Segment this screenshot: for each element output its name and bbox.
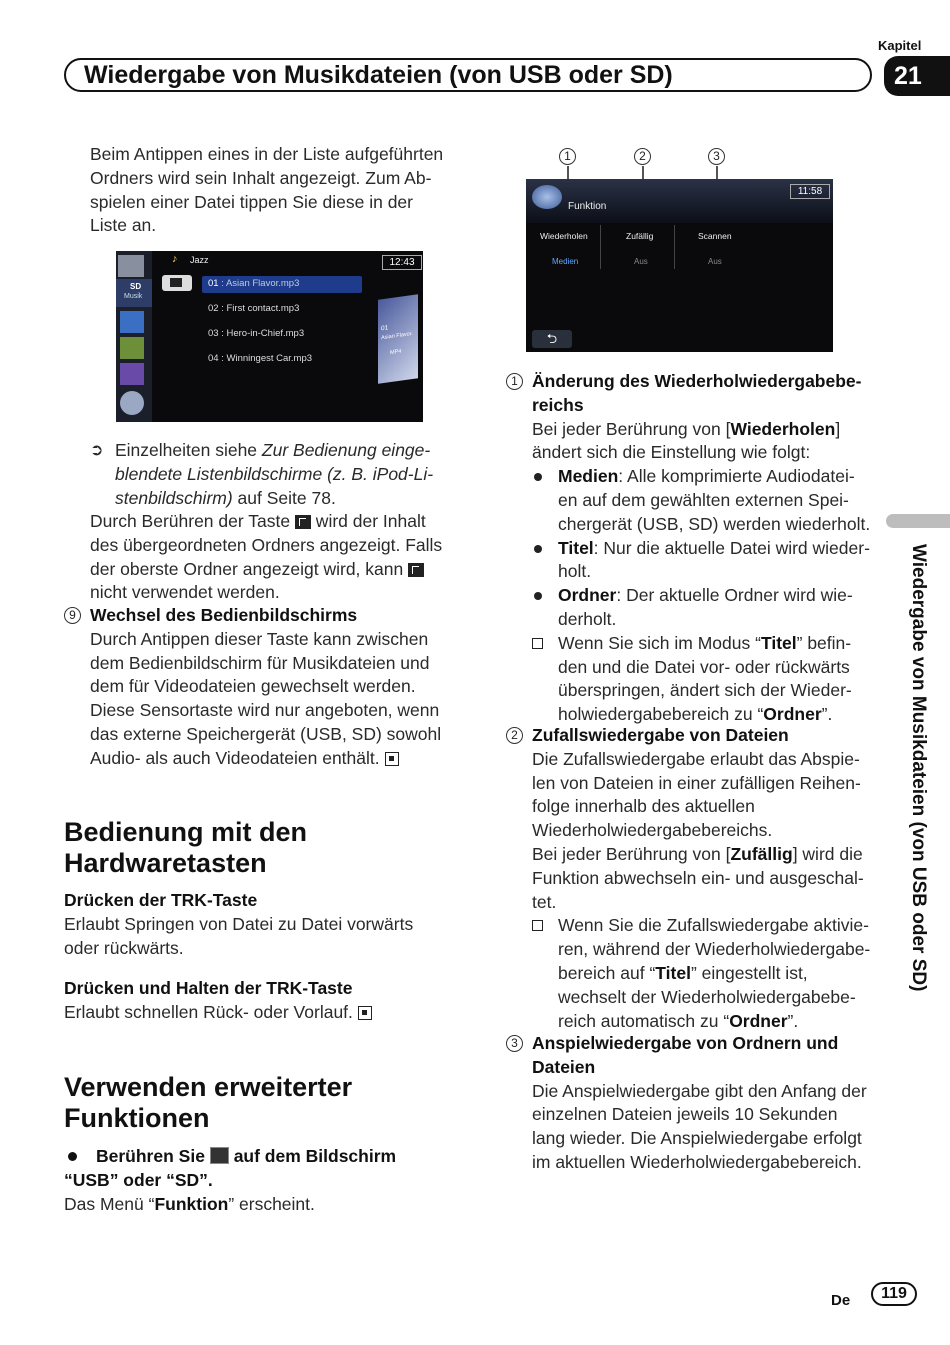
note-checkbox-icon [532,920,543,931]
text-line: dem Bedienbildschirm für Musikdateien und [90,652,430,673]
track-name: : First contact.mp3 [221,303,300,314]
text-line: das externe Speichergerät (USB, SD) sowohl [90,723,442,744]
repeat-label: Wiederholen [540,231,588,241]
trk-press [64,889,464,960]
music-list-screenshot [116,251,423,422]
track-row[interactable] [208,353,312,364]
shuffle-label: Zufällig [626,231,654,241]
item-title: reichs [532,394,584,415]
shuffle-button[interactable] [606,225,675,269]
chapter-number: 21 [894,62,922,90]
text: Bei jeder Berührung von [ [532,418,731,439]
back-arrow-icon: ⮌ [546,331,558,346]
intro-paragraph [90,143,460,238]
bullet-dot [534,592,542,600]
step-text: “USB” oder “SD”. [64,1169,213,1190]
clock: 11:58 [790,184,830,199]
item-title: Änderung des Wiederholwiedergabebe- [532,371,862,391]
text-line: spielen einer Datei tippen Sie diese in der [90,191,413,212]
scan-value: Aus [708,257,722,266]
page-title: Wiedergabe von Musikdateien (von USB oder SD) [84,61,673,89]
result-text: ” erscheint. [228,1193,315,1214]
music-note-icon: ♪ [172,253,178,265]
am-source-icon [120,363,144,385]
scan-button[interactable] [680,225,748,269]
text-line: Durch Antippen dieser Taste kann zwischen [90,628,429,649]
arrow-icon: ➲ [90,442,104,459]
item-title: Wechsel des Bedienbildschirms [90,605,358,625]
text-line: oder rückwärts. [64,937,184,958]
text-line: wechselt der Wiederholwiedergabebe- [558,986,856,1007]
bluetooth-source-icon [120,311,144,333]
item-title: Dateien [532,1056,596,1077]
step-text: auf dem Bildschirm [233,1146,397,1166]
sub-heading: Drücken und Halten der TRK-Taste [64,978,353,998]
step-1 [64,1145,464,1216]
text: ” befin- [796,632,852,653]
text: : Nur die aktuelle Datei wird wieder- [593,537,870,558]
text-line: ändert sich die Einstellung wie folgt: [532,442,811,463]
note-checkbox-icon [532,638,543,649]
sd-source-tab [116,279,152,307]
fm-source-icon [120,337,144,359]
result-text: Das Menü “ [64,1193,155,1214]
text-line: nicht verwendet werden. [90,582,280,603]
term: Titel [655,962,691,983]
text-line: Diese Sensortaste wird nur angeboten, wenn [90,700,440,721]
track-number: 02 [208,303,219,314]
text-line: Liste an. [90,215,157,236]
album-art-number: 01 [381,324,389,333]
menu-title: Funktion [568,201,607,212]
callout-marker-1: 1 [559,148,576,165]
text-line: lang wieder. Die Anspielwiedergabe erfolgt [532,1128,862,1149]
track-name: : Winningest Car.mp3 [221,353,313,364]
heading-line: Funktionen [64,1103,210,1133]
text-line: wird der Inhalt [310,511,426,531]
item-2 [532,724,877,1033]
text: bereich auf “ [558,962,656,983]
text: ”. [821,704,833,725]
text: Wenn Sie sich im Modus “ [558,632,761,653]
function-menu-screenshot [526,179,833,352]
text: Bei jeder Berührung von [ [532,843,731,864]
bullet-medien [532,465,877,536]
text: : Alle komprimierte Audiodatei- [618,466,855,487]
end-mark-icon [385,752,399,766]
text: ”. [787,1010,799,1031]
item-title: Zufallswiedergabe von Dateien [532,725,789,745]
text-line: des übergeordneten Ordners angezeigt. Falls [90,534,443,555]
text-line: holt. [558,561,592,582]
track-row[interactable] [208,278,299,289]
section-heading-hardware [64,817,307,879]
track-row[interactable] [208,328,304,339]
language-code: De [831,1292,851,1309]
up-folder-icon [170,278,182,287]
item-1 [532,370,877,727]
track-number: 04 [208,353,219,364]
item-title: Anspielwiedergabe von Ordnern und [532,1033,839,1053]
track-name: : Hero-in-Chief.mp3 [221,328,305,339]
text: : Der aktuelle Ordner wird wie- [616,585,853,606]
ipod-source-icon [118,255,144,277]
note-2 [532,914,877,1033]
term: Zufällig [730,843,793,864]
text-line: Funktion abwechseln ein- und ausgeschal- [532,867,864,888]
text-line: überspringen, ändert sich der Wieder- [558,680,852,701]
bullet-dot [534,545,542,553]
up-folder-button[interactable] [162,275,192,291]
bullet-titel [532,537,877,585]
source-sidebar [116,251,152,422]
item-3 [532,1032,877,1175]
text-line: Die Anspielwiedergabe gibt den Anfang der [532,1080,867,1101]
text-line: Wiederholwiedergabebereichs. [532,820,773,841]
term: Titel [760,632,797,653]
text-line: Beim Antippen eines in der Liste aufgeführten [90,144,444,164]
text: ] wird die [792,843,863,864]
track-row[interactable] [208,303,299,314]
text-line: den und die Datei vor- oder rückwärts [558,656,850,677]
clock: 12:43 [382,255,422,270]
text-line: Durch Berühren der Taste [90,511,291,531]
heading-line: Bedienung mit den [64,817,307,847]
term: Ordner [558,585,617,606]
step-text: Berühren Sie [96,1146,205,1166]
see-suffix: auf Seite 78. [232,487,336,508]
text-line: ren, während der Wiederholwiedergabe- [558,939,871,960]
heading-line: Verwenden erweiterter [64,1072,353,1102]
bullet-ordner [532,584,877,632]
side-title: Wiedergabe von Musikdateien (von USB oder SD) [908,544,929,992]
term: Titel [558,537,594,558]
function-icon [210,1147,229,1164]
text-line: einzelnen Dateien jeweils 10 Sekunden [532,1104,838,1125]
text: ” eingestellt ist, [690,962,808,983]
callout-marker-3: 3 [708,148,725,165]
repeat-value: Medien [552,257,579,266]
text-line: len von Dateien in einer zufälligen Reihen- [532,772,861,793]
text-line: dem für Videodateien gewechselt werden. [90,676,416,697]
marker-9: 9 [64,607,81,624]
text-line: Ordners wird sein Inhalt angezeigt. Zum Ab- [90,167,432,188]
term: Ordner [729,1010,788,1031]
repeat-button[interactable] [532,225,601,269]
text-line: Audio- als auch Videodateien enthält. [90,747,380,768]
shuffle-value: Aus [634,257,648,266]
see-ref: Zur Bedienung einge- [261,440,431,460]
text-line: tet. [532,891,557,912]
up-folder-icon [408,563,424,577]
text-line: derholt. [558,608,617,629]
text-line: chergerät (USB, SD) werden wiederholt. [558,513,871,534]
folder-name: Jazz [190,255,209,265]
back-button[interactable] [532,330,572,348]
album-art-format: MP4 [390,348,402,357]
note-1 [532,632,877,727]
page-number: 119 [871,1282,917,1306]
track-number: 03 [208,328,219,339]
see-reference [90,439,460,510]
sub-heading: Drücken der TRK-Taste [64,890,258,910]
trk-hold [64,977,464,1025]
text-line: Erlaubt schnellen Rück- oder Vorlauf. [64,1001,353,1022]
text-line: Wenn Sie die Zufallswiedergabe aktivie- [558,915,869,936]
bullet-dot [534,473,542,481]
item-9 [90,604,460,771]
result-term: Funktion [154,1193,229,1214]
text-line: Die Zufallswiedergabe erlaubt das Abspie- [532,748,860,769]
up-folder-icon [295,515,311,529]
gear-icon [532,185,562,209]
text-line: der oberste Ordner angezeigt wird, kann [90,558,404,579]
heading-line: Hardwaretasten [64,848,267,878]
see-ref: blendete Listenbildschirme (z. B. iPod-Li- [115,463,434,484]
disc-source-icon [120,391,144,415]
term: Medien [558,466,619,487]
marker-1: 1 [506,373,523,390]
text-line: folge innerhalb des aktuellen [532,796,755,817]
chapter-label: Kapitel [878,38,922,53]
text: reich automatisch zu “ [558,1010,730,1031]
see-ref: stenbildschirm) [115,487,233,508]
section-heading-advanced [64,1072,352,1134]
marker-2: 2 [506,727,523,744]
track-number: 01 [208,278,219,289]
text-line: en auf dem gewählten externen Spei- [558,489,849,510]
text-line: Erlaubt Springen von Datei zu Datei vorwärts [64,913,414,934]
track-name: : Asian Flavor.mp3 [221,278,300,289]
term: Wiederholen [730,418,836,439]
musik-label: Musik [124,293,143,300]
sd-label: SD [130,282,142,291]
text: ] [835,418,841,439]
callout-marker-2: 2 [634,148,651,165]
text-line: im aktuellen Wiederholwiedergabebereich. [532,1151,862,1172]
scan-label: Scannen [698,231,732,241]
marker-3: 3 [506,1035,523,1052]
album-art-title: Asian Flavor. [381,330,413,342]
side-tab-marker [886,514,950,528]
term: Ordner [763,704,822,725]
end-mark-icon [358,1006,372,1020]
album-art [378,294,418,384]
see-prefix: Einzelheiten siehe [115,440,262,460]
text: holwiedergabebereich zu “ [558,704,764,725]
parent-folder-paragraph [90,510,460,605]
